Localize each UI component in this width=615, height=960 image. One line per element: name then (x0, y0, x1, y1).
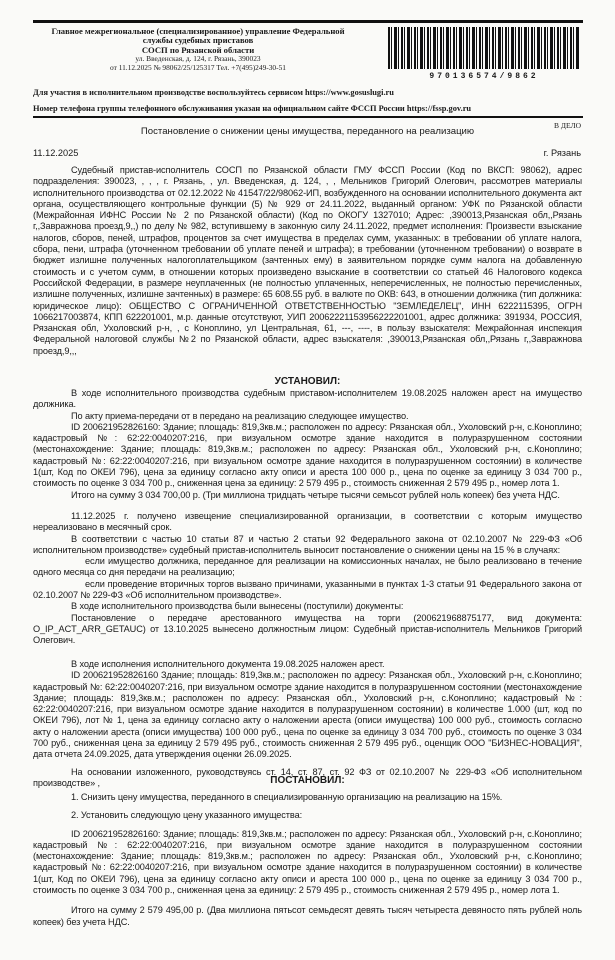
file-stamp: В ДЕЛО (554, 121, 581, 130)
phone-notice: Номер телефона группы телефонного обслуживания указан на официальном сайте ФССП России https://fssp.gov.ru (33, 104, 472, 113)
header-bottom-rule (33, 116, 583, 118)
resolution-item-1: 1. Снизить цену имущества, переданного в специализированную организацию на реализацию на 15%. (71, 792, 503, 802)
paragraph: ID 200621952826160: Здание; площадь: 819,3кв.м.; расположен по адресу: Рязанская обл., Ухоловский р-н, с.Коноплино; кадастровый №: 62:22:0040207:216, при визуальном осмотре здание находится в полуразрушенном состоянии (местонахождение: Здание; площадь: 819,3кв.м.; расположен по адресу: Рязанская обл., Ухоловский р-н, с.Коноплино; кадастровый №: 62:22:0040207:216, при визуальном осмотре здание находится в полуразрушенном состоянии) в количестве 1(шт, Код по ОКЕИ 796), цена за единицу согласно акту описи и ареста 100 000 р., цена по оценке за единицу 3 034 700 р., стоимость по оценке 3 034 700 р., сниженная цена за единицу: 2 579 495 р., стоимость сниженная 2 579 495 р., номер лота 1. (33, 421, 582, 489)
paragraph: Постановление о передаче арестованного имущества на торги (200621968875177, вид документа: O_IP_ACT_ARR_GETAUC) от 13.10.2025 вынесено должностным лицом: Судебный пристав-исполнитель Мельников Григорий Олегович. (33, 612, 582, 646)
resolved-heading: ПОСТАНОВИЛ: (270, 775, 345, 786)
document-date: 11.12.2025 (33, 148, 79, 158)
property-description: ID 200621952826160: Здание; площадь: 819,3кв.м.; расположен по адресу: Рязанская обл., Ухоловский р-н, с.Коноплино; кадастровый №: 62:22:0040207:216, при визуальном осмотре здание находится в полуразрушенном состоянии (местонахождение: Здание; площадь: 819,3кв.м.; расположен по адресу: Рязанская обл., Ухоловский р-н, с.Коноплино; кадастровый №: 62:22:0040207:216, при визуальном осмотре здание находится в полуразрушенном состоянии) в количестве 1(шт, Код по ОКЕИ 796), цена за единицу согласно акту описи и ареста 100 000 р., цена по оценке за единицу 3 034 700 р., стоимость по оценке 3 034 700 р., сниженная цена за единицу: 2 579 495 р., стоимость сниженная 2 579 495 р., номер лота 1. (33, 828, 582, 896)
paragraph: 11.12.2025 г. получено извещение специализированной организации, в соответствии с которым имущество нереализовано в месячный срок. (33, 511, 582, 533)
gosuslugi-notice: Для участия в исполнительном производстве воспользуйтесь сервисом https://www.gosuslugi.ru (33, 88, 394, 97)
paragraph: На основании изложенного, руководствуясь ст. 14, ст. 87, ст. 92 ФЗ от 02.10.2007 № 229-ФЗ «Об исполнительном производстве» , (33, 766, 582, 788)
org-name-line3: СОСП по Рязанской области (141, 44, 255, 55)
paragraph: По акту приема-передачи от в передано на реализацию следующее имущество. (71, 410, 409, 421)
established-section-2 (33, 511, 582, 647)
document-title: Постановление о снижении цены имущества, переданного на реализацию (140, 126, 475, 137)
total-amount: Итого на сумму 2 579 495,00 р. (Два миллиона пятьсот семьдесят девять тысяч четыреста девяносто пять рублей ноль копеек) без учета НДС. (33, 905, 582, 927)
paragraph: если проведение вторичных торгов вызвано причинами, указанными в пунктах 1-3 статьи 91 Федерального закона от 02.10.2007 № 229-ФЗ «Об исполнительном производстве». (33, 578, 582, 601)
issuer-block (33, 27, 363, 72)
paragraph: В ходе исполнительного производства были вынесены (поступили) документы: (71, 601, 404, 612)
established-section-3 (33, 659, 582, 789)
org-name-line2: службы судебных приставов (142, 35, 254, 46)
document-ref: от 11.12.2025 № 98062/25/125317 Тел. +7(495)249-30-51 (110, 62, 286, 72)
paragraph: Итого на сумму 3 034 700,00 р. (Три миллиона тридцать четыре тысячи семьсот рублей ноль копеек) без учета НДС. (71, 489, 560, 500)
resolution-item-2: 2. Установить следующую цену указанного имущества: (71, 810, 303, 821)
paragraph: В ходе исполнительного производства судебным приставом-исполнителем 19.08.2025 наложен арест на имущество должника. (33, 388, 582, 410)
paragraph: ID 200621952826160 Здание; площадь: 819,3кв.м.; расположен по адресу: Рязанская обл., Ухоловский р-н, с.Коноплино; кадастровый №: 62:22:0040207:216, при визуальном осмотре здание находится в полуразрушенном состоянии (местонахождение Здание; площадь: 819,3кв.м.; расположен по адресу: Рязанская обл., Ухоловский р-н, с.Коноплино; кадастровый №: 62:22:0040207:216, при визуальном осмотре здание находится в полуразрушенном состоянии) в количестве 1.000 (шт, код по ОКЕИ 796), лот № 1, цена за единицу согласно акту о наложении ареста (описи имущества) 100 000 руб., стоимость согласно акту о наложении ареста (описи имущества) 100 000 руб., цена по оценке за единицу 3 034 700 руб., стоимость по оценке 3 034 700 руб., сниженная цена за единицу 2 579 495 руб., стоимость сниженная 2 579 495 руб., оценщик ООО "БИЗНЕС-НОВАЦИЯ", дата отчета 24.09.2025, дата утверждения оценки 26.09.2025. (33, 670, 582, 760)
header-top-rule (33, 20, 583, 23)
paragraph: В соответствии с частью 10 статьи 87 и частью 2 статьи 92 Федерального закона от 02.10.2007 № 229-ФЗ «Об исполнительном производстве» судебный пристав-исполнитель выносит постановление о снижении цены на 15 % в случаях: (33, 533, 582, 555)
barcode (388, 27, 580, 69)
org-name-line1: Главное межрегиональное (специализированное) управление Федеральной (51, 26, 345, 36)
paragraph: если имущество должника, переданное для реализации на комиссионных началах, не было реализовано в течение одного месяца со дня передачи на реализацию; (33, 556, 582, 578)
document-city: г. Рязань (543, 148, 581, 158)
barcode-number: 970136574/9862 (429, 72, 539, 81)
resolved-section (33, 792, 582, 928)
org-address: ул. Введенская, д. 124, г. Рязань, 390023 (135, 54, 261, 64)
established-section-1 (33, 388, 582, 501)
intro-text: Судебный пристав-исполнитель СОСП по Рязанской области ГМУ ФССП России (Код по ВКСП: 98062), адрес подразделения: 390023, , , , г. Рязань, , ул. Введенская, д. 124, , , Мельников Григорий Олегович, рассмотрев материалы исполнительного производства от 02.12.2022 № 41547/22/98062-ИП, возбужденного на основании исполнительного документа акт органа, осуществляющего контрольные функции (5) № 929 от 24.11.2022, выданный органом: УФК по Рязанской области (Межрайонная ИФНС России № 2 по Рязанской области) (Код по ОКОГУ 1327010; Адрес: ,390013,Рязанская обл,,Рязань г,,Завражнова проезд,9,,) по делу № 982, вступившему в законную силу 24.11.2022, предмет исполнения: Произвести взыскание налогов, сборов, пеней, штрафов, процентов за счет имущества в пределах сумм, указанных: в требовании об уплате налога, сбора, пени, штрафа (уточненном требовании об уплате пеней и штрафа); в требовании (уточненном требовании) о возврате в бюджет излишне полученных налогоплательщиком (зачтенных ему) в заявительном порядке сумм налога на добавленную стоимость и с учетом сумм, в отношении которых произведено взыскание в соответствии со статьей 46 Налогового кодекса Российской Федерации, в размере неуплаченных (не полностью уплаченных, неперечисленных, не полностью перечисленных, излишне полученных, излишне зачтенных) в размере: 65 608.55 руб. в валюте по ОКВ: 643, в отношении должника (тип должника: юридическое лицо): ОБЩЕСТВО С ОГРАНИЧЕННОЙ ОТВЕТСТВЕННОСТЬЮ "ЗЕМЛЕДЕЛЕЦ", ИНН 6222115395, ОГРН 1066217003874, КПП 622201001, м.р. данные отсутствуют, УИП 20062221153956222201001, адрес должника: 391934, РОССИЯ, Рязанская обл, Ухоловский р-н, , с Коноплино, ул Центральная, 61, ---, ----, в пользу взыскателя: Межрайонная инспекция Федеральной налоговой службы №2 по Рязанской области, адрес взыскателя: ,390013,Рязанская обл,,Рязань г,,Завражнова проезд,9,,, (33, 165, 582, 356)
paragraph: В ходе исполнения исполнительного документа 19.08.2025 наложен арест. (71, 659, 385, 669)
established-heading: УСТАНОВИЛ: (274, 376, 341, 387)
intro-paragraph (33, 165, 582, 357)
